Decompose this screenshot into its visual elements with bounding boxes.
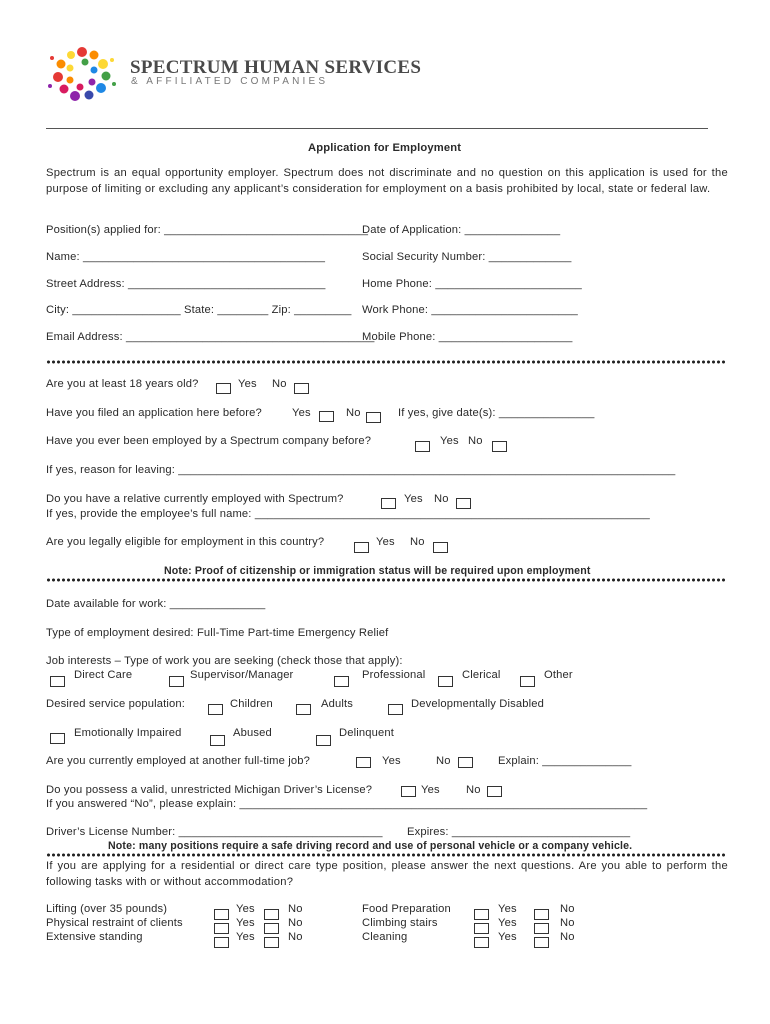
population-text: Desired service population: bbox=[46, 698, 185, 710]
mobile-phone-field[interactable]: Mobile Phone: _____________________ bbox=[362, 331, 573, 343]
citizenship-note: Note: Proof of citizenship or immigration status will be required upon employment bbox=[164, 565, 591, 577]
license-question: Do you possess a valid, unrestricted Michigan Driver’s License? bbox=[46, 784, 373, 796]
no-label: No bbox=[272, 378, 287, 390]
yes-label: Yes bbox=[498, 931, 517, 943]
job-option-label: Other bbox=[544, 669, 573, 681]
reason-leaving-field[interactable]: If yes, reason for leaving: ______________________________________________________________________________ bbox=[46, 464, 676, 476]
age-no-checkbox[interactable] bbox=[294, 383, 309, 394]
license-yes-checkbox[interactable] bbox=[401, 786, 416, 797]
population-option-label: Children bbox=[230, 698, 273, 710]
yes-label: Yes bbox=[382, 755, 401, 767]
cleaning-yes-checkbox[interactable] bbox=[474, 937, 489, 948]
direct-care-checkbox[interactable] bbox=[50, 676, 65, 687]
yes-label: Yes bbox=[292, 407, 311, 419]
lifting-no-checkbox[interactable] bbox=[264, 909, 279, 920]
street-address-field[interactable]: Street Address: _______________________________ bbox=[46, 278, 326, 290]
give-dates-field[interactable]: If yes, give date(s): _______________ bbox=[398, 407, 595, 419]
currently-employed-no-checkbox[interactable] bbox=[458, 757, 473, 768]
no-label: No bbox=[346, 407, 361, 419]
delinquent-checkbox[interactable] bbox=[316, 735, 331, 746]
license-no-checkbox[interactable] bbox=[487, 786, 502, 797]
ssn-field[interactable]: Social Security Number: _____________ bbox=[362, 251, 572, 263]
license-number-field[interactable]: Driver’s License Number: ________________________________ bbox=[46, 826, 383, 838]
emotionally-impaired-checkbox[interactable] bbox=[50, 733, 65, 744]
no-label: No bbox=[436, 755, 451, 767]
task-label: Climbing stairs bbox=[362, 917, 438, 929]
children-checkbox[interactable] bbox=[208, 704, 223, 715]
company-subtitle: & AFFILIATED COMPANIES bbox=[131, 76, 329, 87]
yes-label: Yes bbox=[238, 378, 257, 390]
no-label: No bbox=[288, 917, 303, 929]
population-option-label: Adults bbox=[321, 698, 353, 710]
food-prep-no-checkbox[interactable] bbox=[534, 909, 549, 920]
job-option-label: Direct Care bbox=[74, 669, 133, 681]
name-field[interactable]: Name: ______________________________________ bbox=[46, 251, 326, 263]
clerical-checkbox[interactable] bbox=[438, 676, 453, 687]
task-label: Food Preparation bbox=[362, 903, 451, 915]
stairs-yes-checkbox[interactable] bbox=[474, 923, 489, 934]
stairs-no-checkbox[interactable] bbox=[534, 923, 549, 934]
date-available-field[interactable]: Date available for work: _______________ bbox=[46, 598, 266, 610]
supervisor-checkbox[interactable] bbox=[169, 676, 184, 687]
professional-checkbox[interactable] bbox=[334, 676, 349, 687]
driving-note: Note: many positions require a safe driving record and use of personal vehicle or a company vehicle. bbox=[108, 840, 633, 852]
food-prep-yes-checkbox[interactable] bbox=[474, 909, 489, 920]
section-divider bbox=[46, 853, 725, 857]
explain-field[interactable]: Explain: ______________ bbox=[498, 755, 632, 767]
city-state-zip-field[interactable]: City: _________________ State: ________ Zip: _________ bbox=[46, 304, 352, 316]
currently-employed-yes-checkbox[interactable] bbox=[356, 757, 371, 768]
spectrum-logo-icon bbox=[42, 42, 128, 106]
yes-label: Yes bbox=[236, 903, 255, 915]
standing-yes-checkbox[interactable] bbox=[214, 937, 229, 948]
no-label: No bbox=[288, 931, 303, 943]
header-divider bbox=[46, 128, 708, 129]
relative-name-field[interactable]: If yes, provide the employee’s full name: ______________________________________________________________ bbox=[46, 508, 650, 520]
restraint-yes-checkbox[interactable] bbox=[214, 923, 229, 934]
yes-label: Yes bbox=[404, 493, 423, 505]
no-label: No bbox=[560, 903, 575, 915]
eligible-yes-checkbox[interactable] bbox=[354, 542, 369, 553]
yes-label: Yes bbox=[440, 435, 459, 447]
employed-yes-checkbox[interactable] bbox=[415, 441, 430, 452]
task-label: Cleaning bbox=[362, 931, 408, 943]
population-option-label: Developmentally Disabled bbox=[411, 698, 544, 710]
license-explain-field[interactable]: If you answered “No”, please explain: ________________________________________________________________ bbox=[46, 798, 648, 810]
employed-before-question: Have you ever been employed by a Spectrum company before? bbox=[46, 435, 372, 447]
cleaning-no-checkbox[interactable] bbox=[534, 937, 549, 948]
age-yes-checkbox[interactable] bbox=[216, 383, 231, 394]
yes-label: Yes bbox=[236, 931, 255, 943]
eligible-question: Are you legally eligible for employment in this country? bbox=[46, 536, 325, 548]
developmentally-disabled-checkbox[interactable] bbox=[388, 704, 403, 715]
no-label: No bbox=[288, 903, 303, 915]
employment-type-text: Type of employment desired: Full-Time Part-time Emergency Relief bbox=[46, 627, 389, 639]
date-of-application-field[interactable]: Date of Application: _______________ bbox=[362, 224, 561, 236]
section-divider bbox=[46, 578, 725, 582]
yes-label: Yes bbox=[498, 903, 517, 915]
lifting-yes-checkbox[interactable] bbox=[214, 909, 229, 920]
no-label: No bbox=[560, 931, 575, 943]
yes-label: Yes bbox=[498, 917, 517, 929]
filed-before-question: Have you filed an application here before? bbox=[46, 407, 262, 419]
work-phone-field[interactable]: Work Phone: _______________________ bbox=[362, 304, 578, 316]
task-label: Physical restraint of clients bbox=[46, 917, 183, 929]
job-option-label: Supervisor/Manager bbox=[190, 669, 294, 681]
section-divider bbox=[46, 360, 725, 364]
eligible-no-checkbox[interactable] bbox=[433, 542, 448, 553]
no-label: No bbox=[434, 493, 449, 505]
home-phone-field[interactable]: Home Phone: _______________________ bbox=[362, 278, 582, 290]
company-name: SPECTRUM HUMAN SERVICES bbox=[130, 57, 422, 78]
relative-question: Do you have a relative currently employed with Spectrum? bbox=[46, 493, 344, 505]
abused-checkbox[interactable] bbox=[210, 735, 225, 746]
no-label: No bbox=[560, 917, 575, 929]
population-option-label: Delinquent bbox=[339, 727, 394, 739]
task-label: Extensive standing bbox=[46, 931, 143, 943]
currently-employed-question: Are you currently employed at another full-time job? bbox=[46, 755, 310, 767]
no-label: No bbox=[468, 435, 483, 447]
no-label: No bbox=[466, 784, 481, 796]
adults-checkbox[interactable] bbox=[296, 704, 311, 715]
no-label: No bbox=[410, 536, 425, 548]
position-field[interactable]: Position(s) applied for: ________________________________ bbox=[46, 224, 369, 236]
employed-no-checkbox[interactable] bbox=[492, 441, 507, 452]
other-checkbox[interactable] bbox=[520, 676, 535, 687]
population-option-label: Abused bbox=[233, 727, 272, 739]
standing-no-checkbox[interactable] bbox=[264, 937, 279, 948]
residential-instructions: If you are applying for a residential or direct care type position, please answer the next questions. Are you able to perform the following tasks with or without accommodation? bbox=[46, 860, 728, 888]
expires-field[interactable]: Expires: ____________________________ bbox=[407, 826, 631, 838]
job-interests-text: Job interests – Type of work you are seeking (check those that apply): bbox=[46, 655, 403, 667]
eeo-statement: Spectrum is an equal opportunity employer. Spectrum does not discriminate and no question on this application is used for the purpose of limiting or excluding any applicant’s consideration for employment on a basis prohibited by local, state or federal law. bbox=[46, 167, 728, 195]
job-option-label: Clerical bbox=[462, 669, 501, 681]
filed-yes-checkbox[interactable] bbox=[319, 411, 334, 422]
form-title: Application for Employment bbox=[308, 142, 462, 154]
task-label: Lifting (over 35 pounds) bbox=[46, 903, 168, 915]
yes-label: Yes bbox=[421, 784, 440, 796]
yes-label: Yes bbox=[236, 917, 255, 929]
age-question: Are you at least 18 years old? bbox=[46, 378, 199, 390]
yes-label: Yes bbox=[376, 536, 395, 548]
restraint-no-checkbox[interactable] bbox=[264, 923, 279, 934]
filed-no-checkbox[interactable] bbox=[366, 412, 381, 423]
job-option-label: Professional bbox=[362, 669, 426, 681]
email-field[interactable]: Email Address: _______________________________________ bbox=[46, 331, 375, 343]
population-option-label: Emotionally Impaired bbox=[74, 727, 182, 739]
